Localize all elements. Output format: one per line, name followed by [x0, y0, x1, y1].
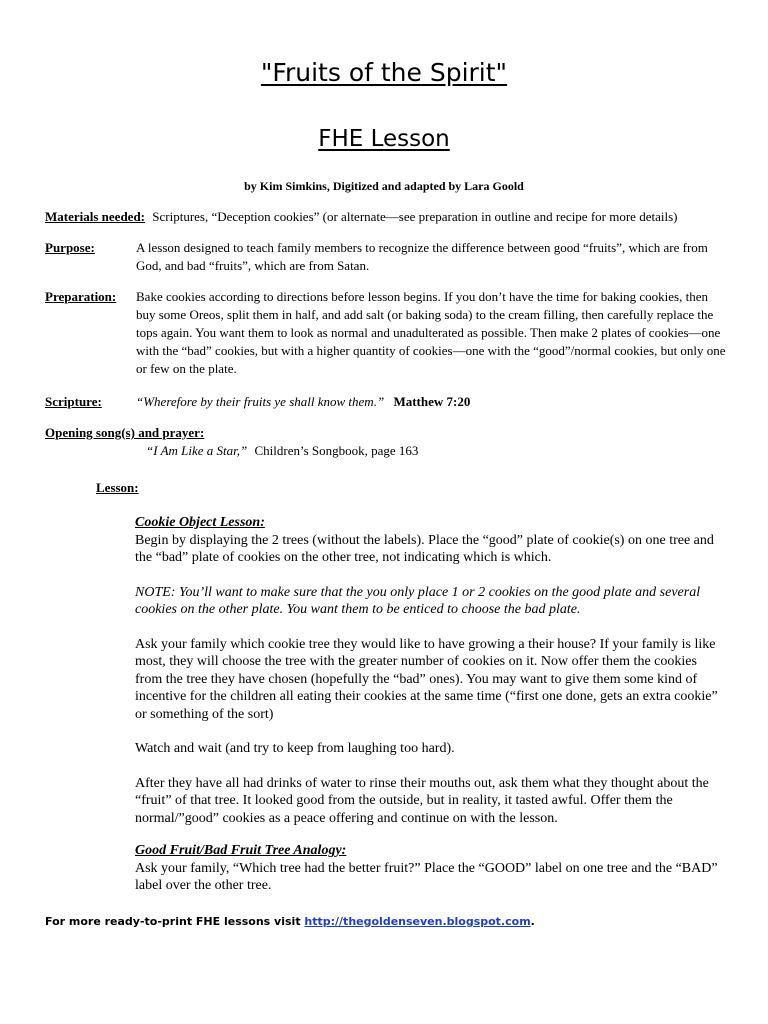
analogy-section [135, 842, 725, 895]
scripture-row [45, 393, 725, 411]
purpose-text: A lesson designed to teach family members to recognize the difference between good “fruits”, which are from God, and bad “fruits”, which are from Satan. [136, 240, 708, 273]
byline: by Kim Simkins, Digitized and adapted by Lara Goold [244, 179, 524, 193]
opening-label: Opening song(s) and prayer: [45, 425, 205, 440]
cookie-lesson-p4: After they have all had drinks of water to rinse their mouths out, ask them what they thought about the “fruit” of that tree. It looked good from the outside, but in reality, it tasted awful. Offer them the normal/”good” cookies as a peace offering and continue on with the lesson. [135, 775, 709, 826]
scripture-quote: “Wherefore by their fruits ye shall know them.” [136, 394, 385, 409]
materials-text: Scriptures, “Deception cookies” (or alternate—see preparation in outline and recipe for more details) [152, 209, 678, 224]
footer-period: . [530, 915, 535, 928]
lesson-heading: Lesson: [96, 480, 139, 495]
opening-song: “I Am Like a Star,” [146, 443, 248, 458]
cookie-lesson-p2: Ask your family which cookie tree they would like to have growing a their house? If your family is like most, they will choose the tree with the greater number of cookies on it. Now offer them the cookies from the tree they have chosen (hopefully the “bad” ones). You may want to give them some kind of incentive for the children all eating their cookies at the same time (“first one done, gets an extra cookie” or something of the sort) [135, 636, 718, 722]
preparation-label: Preparation: [45, 289, 117, 304]
opening-source: Children’s Songbook, page 163 [254, 443, 419, 458]
lesson-title: "Fruits of the Spirit" [260, 58, 508, 87]
scripture-reference: Matthew 7:20 [393, 394, 471, 409]
cookie-lesson-p3: Watch and wait (and try to keep from laughing too hard). [135, 741, 455, 756]
preparation-text: Bake cookies according to directions before lesson begins. If you don’t have the time for baking cookies, then buy some Oreos, split them in half, and add salt (or baking soda) to the cream filling, then carefully replace the tops again. You want them to look as normal and unadulterated as possible. Then make 2 plates of cookies—one with the “bad” cookies, but with a higher quantity of cookies—one with the “good”/normal cookies, but only one or few on the plate. [136, 289, 726, 376]
preparation-row [45, 288, 725, 378]
lesson-subtitle: FHE Lesson [318, 126, 450, 152]
opening-row [45, 424, 725, 442]
materials-label: Materials needed: [45, 209, 146, 224]
materials-row [45, 208, 725, 226]
footer [45, 915, 535, 928]
cookie-lesson-p1: Begin by displaying the 2 trees (without the labels). Place the “good” plate of cookie(s) on one tree and the “bad” plate of cookies on the other tree, not indicating which is which. [135, 532, 714, 565]
purpose-label: Purpose: [45, 240, 95, 255]
scripture-label: Scripture: [45, 394, 102, 409]
footer-blog-link[interactable]: http://thegoldenseven.blogspot.com [304, 915, 531, 928]
analogy-title: Good Fruit/Bad Fruit Tree Analogy: [135, 843, 347, 858]
cookie-lesson-note: NOTE: You’ll want to make sure that the you only place 1 or 2 cookies on the good plate and several cookies on the other plate. You want them to be enticed to choose the bad plate. [135, 584, 701, 617]
purpose-row [45, 239, 725, 275]
cookie-lesson-section [135, 514, 725, 827]
analogy-p1: Ask your family, “Which tree had the better fruit?” Place the “GOOD” label on one tree and the “BAD” label over the other tree. [135, 860, 718, 893]
footer-text: For more ready-to-print FHE lessons visit [45, 915, 305, 928]
cookie-lesson-title: Cookie Object Lesson: [135, 515, 265, 530]
opening-song-row [146, 442, 726, 460]
